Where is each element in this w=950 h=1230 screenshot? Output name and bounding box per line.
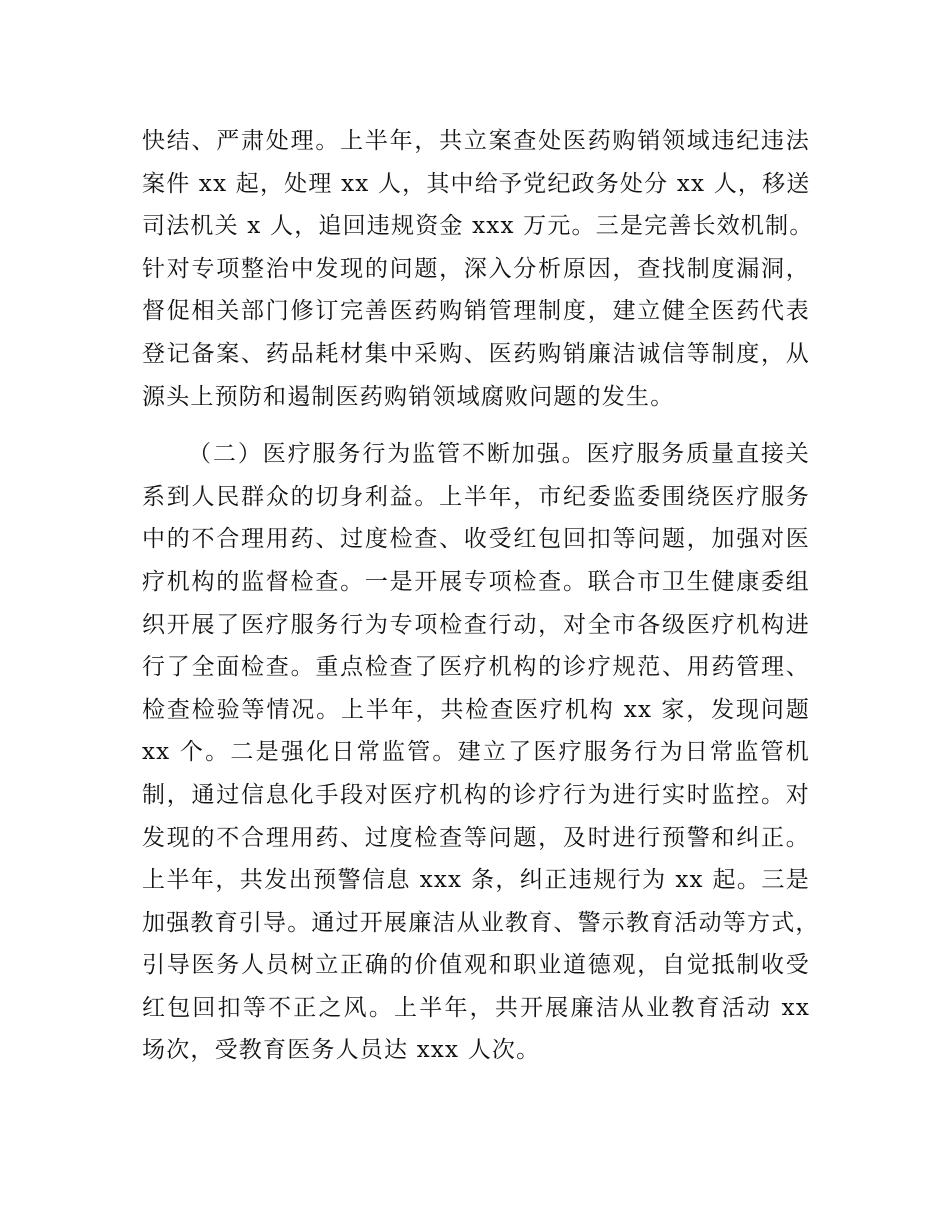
text-line: 系到人民群众的切身利益。上半年，市纪委监委围绕医疗服务 (142, 483, 810, 510)
text-line: 引导医务人员树立正确的价值观和职业道德观，自觉抵制收受 (142, 952, 810, 979)
text-line: 织开展了医疗服务行为专项检查行动，对全市各级医疗机构进 (142, 611, 810, 638)
text-line: 行了全面检查。重点检查了医疗机构的诊疗规范、用药管理、 (142, 654, 810, 681)
text-line-indented: （二）医疗服务行为监管不断加强。医疗服务质量直接关 (188, 441, 810, 468)
text-line: 检查检验等情况。上半年，共检查医疗机构 xx 家，发现问题 (142, 696, 810, 723)
text-line: 案件 xx 起，处理 xx 人，其中给予党纪政务处分 xx 人，移送 (142, 170, 811, 197)
text-line: 疗机构的监督检查。一是开展专项检查。联合市卫生健康委组 (142, 568, 810, 595)
text-line: 制，通过信息化手段对医疗机构的诊疗行为进行实时监控。对 (142, 781, 810, 808)
text-line: 上半年，共发出预警信息 xxx 条，纠正违规行为 xx 起。三是 (142, 867, 810, 894)
text-line: 源头上预防和遏制医药购销领域腐败问题的发生。 (142, 383, 675, 410)
paragraph-1 (142, 120, 814, 418)
text-line: 发现的不合理用药、过度检查等问题，及时进行预警和纠正。 (142, 824, 810, 851)
text-line: 快结、严肃处理。上半年，共立案查处医药购销领域违纪违法 (142, 128, 810, 154)
text-line: 督促相关部门修订完善医药购销管理制度，建立健全医药代表 (142, 298, 810, 325)
text-line: 红包回扣等不正之风。上半年，共开展廉洁从业教育活动 xx (142, 994, 810, 1021)
text-line: 针对专项整治中发现的问题，深入分析原因，查找制度漏洞， (142, 255, 810, 282)
text-line: xx 个。二是强化日常监管。建立了医疗服务行为日常监管机 (142, 739, 810, 766)
text-line: 登记备案、药品耗材集中采购、医药购销廉洁诚信等制度，从 (142, 340, 810, 367)
text-line: 场次，受教育医务人员达 xxx 人次。 (142, 1037, 541, 1064)
text-line: 司法机关 x 人，追回违规资金 xxx 万元。三是完善长效机制。 (142, 213, 814, 240)
document-page (142, 120, 820, 1072)
text-line: 加强教育引导。通过开展廉洁从业教育、警示教育活动等方式， (142, 909, 820, 936)
paragraph-2-medical-service-supervision (142, 433, 820, 1072)
text-line: 中的不合理用药、过度检查、收受红包回扣等问题，加强对医 (142, 526, 810, 553)
